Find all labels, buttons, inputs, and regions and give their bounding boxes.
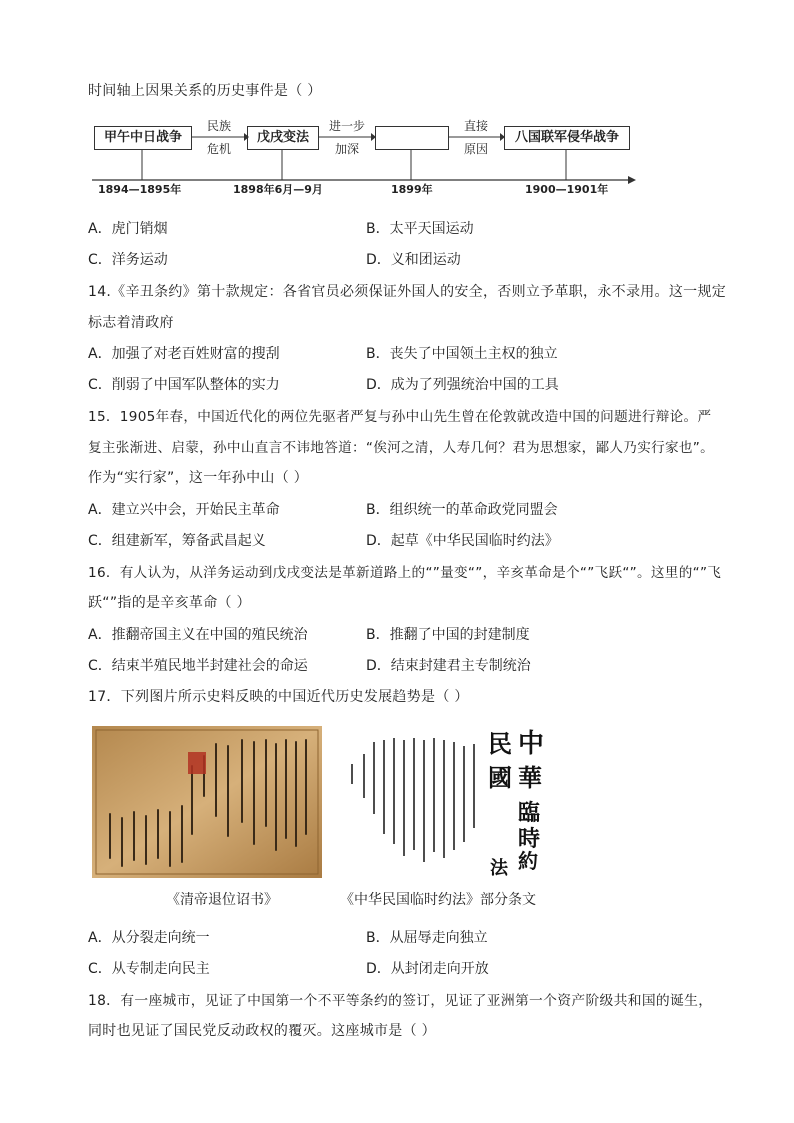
q14-stem-line-2: 标志着清政府 (88, 315, 174, 331)
q18-stem-line-1: 18．有一座城市，见证了中国第一个不平等条约的签订，见证了亚洲第一个资产阶级共和国的诞生， (88, 993, 713, 1009)
q17-option-c[interactable]: C．从专制走向民主 (88, 961, 210, 977)
title-char-yue: 約 (518, 849, 538, 873)
timeline-arrow-1-bottom: 危机 (206, 142, 231, 156)
timeline-arrow-3-bottom: 原因 (463, 142, 488, 156)
title-char-shi: 時 (518, 826, 541, 852)
q13-option-d[interactable]: D．义和团运动 (366, 252, 461, 268)
q13-option-c[interactable]: C．洋务运动 (88, 252, 168, 268)
title-char-hua: 華 (518, 763, 542, 792)
timeline-arrow-1-top: 民族 (206, 119, 231, 133)
q15-stem-line-2: 复主张渐进、启蒙，孙中山直言不讳地答道：“俟河之清，人寿几何？君为思想家，鄙人乃实行家也”。 (88, 440, 715, 456)
timeline-arrow-2-bottom: 加深 (334, 142, 359, 156)
q16-stem-line-2: 跃“”指的是辛亥革命（ ） (88, 595, 251, 611)
q16-stem-line-1: 16．有人认为，从洋务运动到戊戌变法是革新道路上的“”量变“”，辛亥革命是个“”飞跃“”。这里的“”飞 (88, 565, 722, 581)
image-caption-1: 《清帝退位诏书》 (166, 892, 278, 908)
q15-option-d[interactable]: D．起草《中华民国临时约法》 (366, 533, 559, 549)
timeline-year-4: 1900—1901年 (525, 183, 609, 196)
q17-option-d[interactable]: D．从封闭走向开放 (366, 961, 489, 977)
title-char-guo: 國 (488, 763, 512, 792)
q13-stem: 时间轴上因果关系的历史事件是（ ） (88, 83, 322, 99)
q17-stem: 17．下列图片所示史料反映的中国近代历史发展趋势是（ ） (88, 689, 469, 705)
timeline-event-4: 八国联军侵华战争 (504, 126, 630, 150)
q17-option-b[interactable]: B．从屈辱走向独立 (366, 930, 488, 946)
timeline-year-3: 1899年 (391, 183, 433, 196)
q17-option-a[interactable]: A．从分裂走向统一 (88, 930, 210, 946)
timeline-year-2: 1898年6月—9月 (233, 183, 323, 196)
title-char-zhong: 中 (518, 729, 545, 759)
q15-stem-line-1: 15．1905年春，中国近代化的两位先驱者严复与孙中山先生曾在伦敦就改造中国的问题进行辩论。严 (88, 409, 712, 425)
q13-option-b[interactable]: B．太平天国运动 (366, 221, 474, 237)
q16-option-b[interactable]: B．推翻了中国的封建制度 (366, 627, 530, 643)
q15-option-c[interactable]: C．组建新军，筹备武昌起义 (88, 533, 266, 549)
q16-option-a[interactable]: A．推翻帝国主义在中国的殖民统治 (88, 627, 308, 643)
q14-option-b[interactable]: B．丧失了中国领土主权的独立 (366, 346, 558, 362)
timeline-event-1: 甲午中日战争 (94, 126, 192, 150)
q14-option-a[interactable]: A．加强了对老百姓财富的搜刮 (88, 346, 280, 362)
image-caption-2: 《中华民国临时约法》部分条文 (340, 892, 536, 908)
qing-abdication-edict-image (92, 726, 322, 878)
title-char-min: 民 (488, 729, 512, 758)
title-char-lin: 臨 (518, 800, 541, 826)
q15-stem-line-3: 作为“实行家”，这一年孙中山（ ） (88, 470, 309, 486)
timeline-arrow-2-top: 进一步 (328, 119, 365, 133)
timeline-axis-graphic (0, 0, 794, 200)
q15-option-b[interactable]: B．组织统一的革命政党同盟会 (366, 502, 558, 518)
q14-stem-line-1: 14.《辛丑条约》第十款规定：各省官员必须保证外国人的安全，否则立予革职，永不录用。这一规定 (88, 284, 727, 300)
q18-stem-line-2: 同时也见证了国民党反动政权的覆灭。这座城市是（ ） (88, 1023, 436, 1039)
timeline-year-1: 1894—1895年 (98, 183, 182, 196)
q16-option-c[interactable]: C．结束半殖民地半封建社会的命运 (88, 658, 308, 674)
q14-option-d[interactable]: D．成为了列强统治中国的工具 (366, 377, 559, 393)
q15-option-a[interactable]: A．建立兴中会，开始民主革命 (88, 502, 280, 518)
q16-option-d[interactable]: D．结束封建君主专制统治 (366, 658, 531, 674)
timeline-arrow-3-top: 直接 (463, 119, 488, 133)
q13-option-a[interactable]: A．虎门销烟 (88, 221, 168, 237)
title-char-fa: 法 (490, 858, 508, 879)
q14-option-c[interactable]: C．削弱了中国军队整体的实力 (88, 377, 280, 393)
provisional-constitution-image (340, 724, 560, 880)
timeline-event-2: 戊戌变法 (247, 126, 319, 150)
